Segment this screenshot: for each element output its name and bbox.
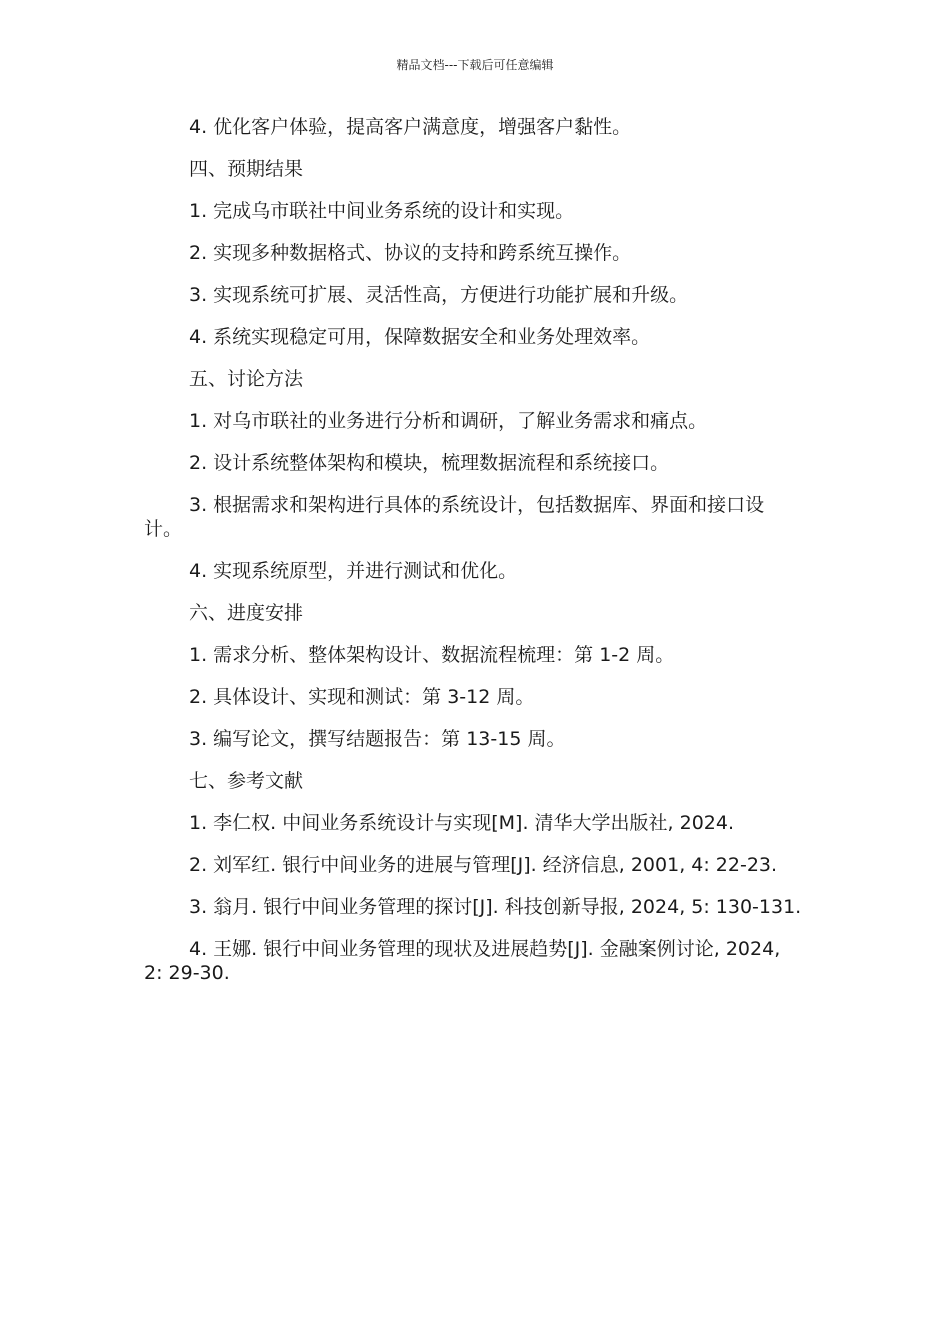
section-heading-schedule: 六、进度安排 <box>189 602 304 624</box>
section-heading-references: 七、参考文献 <box>189 770 304 792</box>
reference-item-2: 2. 刘军红. 银行中间业务的进展与管理[J]. 经济信息, 2001, 4: 22-23. <box>189 854 778 876</box>
method-item-4: 4. 实现系统原型，并进行测试和优化。 <box>189 560 518 582</box>
section-heading-methods: 五、讨论方法 <box>189 368 304 390</box>
method-item-2: 2. 设计系统整体架构和模块，梳理数据流程和系统接口。 <box>189 452 670 474</box>
method-item-3: 3. 根据需求和架构进行具体的系统设计，包括数据库、界面和接口设计。 <box>144 494 765 540</box>
section-heading-expected-results: 四、预期结果 <box>189 158 304 180</box>
reference-item-4: 4. 王娜. 银行中间业务管理的现状及进展趋势[J]. 金融案例讨论, 2024, 2: 29-30. <box>144 938 787 984</box>
document-body <box>144 115 804 985</box>
goal-item-4: 4. 优化客户体验，提高客户满意度，增强客户黏性。 <box>189 116 632 138</box>
reference-item-1: 1. 李仁权. 中间业务系统设计与实现[M]. 清华大学出版社, 2024. <box>189 812 735 834</box>
result-item-1: 1. 完成乌市联社中间业务系统的设计和实现。 <box>189 200 575 222</box>
result-item-4: 4. 系统实现稳定可用，保障数据安全和业务处理效率。 <box>189 326 651 348</box>
result-item-3: 3. 实现系统可扩展、灵活性高，方便进行功能扩展和升级。 <box>189 284 689 306</box>
page-header: 精品文档---下载后可任意编辑 <box>396 58 554 72</box>
schedule-item-3: 3. 编写论文，撰写结题报告：第 13-15 周。 <box>189 728 566 750</box>
schedule-item-1: 1. 需求分析、整体架构设计、数据流程梳理：第 1-2 周。 <box>189 644 675 666</box>
result-item-2: 2. 实现多种数据格式、协议的支持和跨系统互操作。 <box>189 242 632 264</box>
method-item-1: 1. 对乌市联社的业务进行分析和调研，了解业务需求和痛点。 <box>189 410 708 432</box>
reference-item-3: 3. 翁月. 银行中间业务管理的探讨[J]. 科技创新导报, 2024, 5: 130-131. <box>189 896 802 918</box>
schedule-item-2: 2. 具体设计、实现和测试：第 3-12 周。 <box>189 686 535 708</box>
